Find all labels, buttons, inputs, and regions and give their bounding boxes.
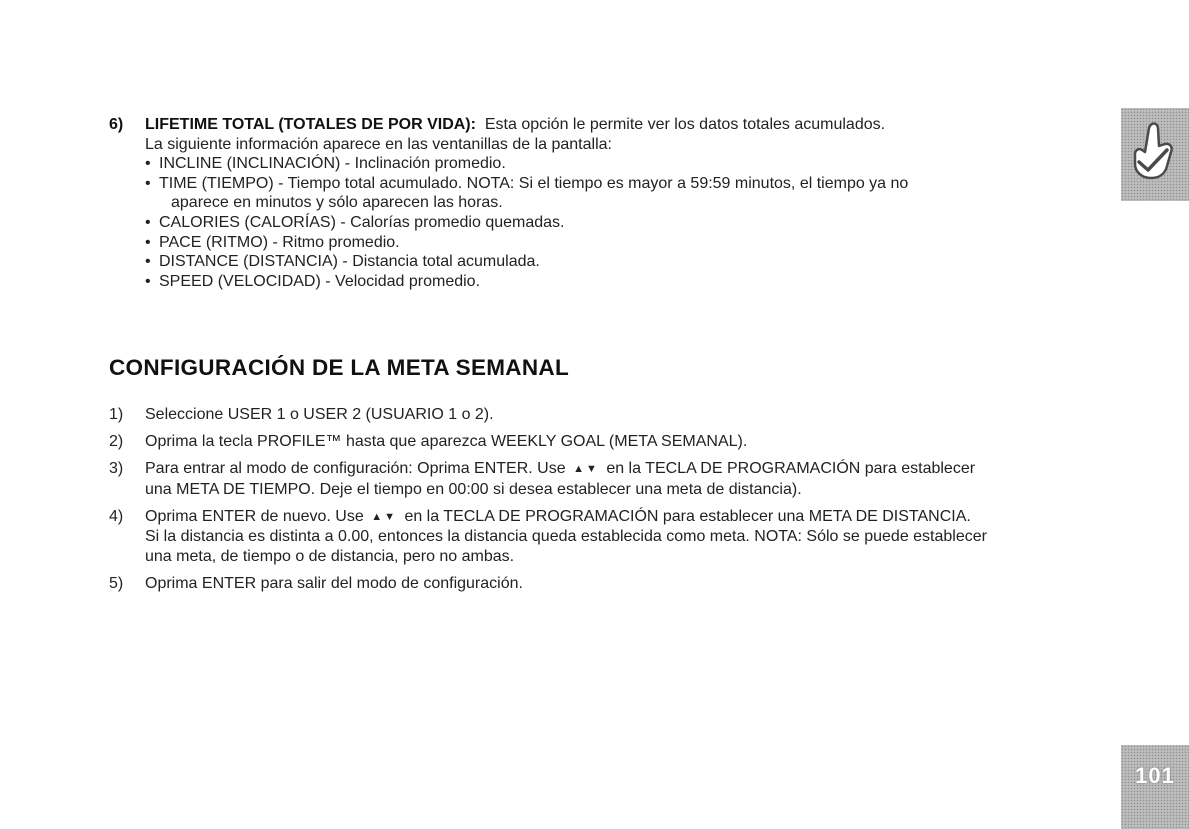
page-number-tab [1121, 745, 1189, 829]
weekly-goal-steps [109, 405, 989, 601]
lifetime-total-title: LIFETIME TOTAL (TOTALES DE POR VIDA): [145, 116, 476, 133]
list-item [145, 154, 989, 174]
step-item [109, 432, 989, 452]
pace-item: PACE (RITMO) - Ritmo promedio. [159, 233, 400, 251]
step-item [109, 507, 989, 567]
step-text-after: en la TECLA DE PROGRAMACIÓN para establecer una META DE DISTANCIA. Si la distancia es distinta a 0.00, entonces la distancia queda establecida como meta. NOTA: Sólo se puede establecer una meta, de tiempo o de distancia, pero no ambas. [145, 507, 987, 565]
incline-item: INCLINE (INCLINACIÓN) - Inclinación promedio. [159, 155, 506, 173]
lifetime-total-list [109, 154, 989, 291]
list-item [145, 272, 989, 292]
step-text: Oprima la tecla PROFILE™ hasta que aparezca WEEKLY GOAL (META SEMANAL). [145, 432, 748, 450]
speed-item: SPEED (VELOCIDAD) - Velocidad promedio. [159, 272, 481, 290]
up-down-arrow-icon: ▲▼ [371, 510, 397, 523]
step-text: Oprima ENTER para salir del modo de configuración. [145, 574, 523, 592]
lifetime-total-heading-line [109, 115, 989, 135]
step-number: 5) [109, 574, 124, 592]
step-text [145, 507, 989, 567]
section-number: 6) [109, 116, 124, 133]
step-text [145, 459, 989, 499]
page-number: 101 [1135, 763, 1175, 788]
calories-item: CALORIES (CALORÍAS) - Calorías promedio quemadas. [159, 213, 565, 231]
step-number: 1) [109, 406, 124, 423]
time-item: TIME (TIEMPO) - Tiempo total acumulado. NOTA: Si el tiempo es mayor a 59:59 minutos, el tiempo ya no [159, 174, 909, 192]
list-item [145, 233, 989, 253]
lifetime-total-lead: Esta opción le permite ver los datos totales acumulados. [484, 116, 886, 133]
step-item [109, 459, 989, 499]
list-item [145, 213, 989, 233]
time-item-continuation: aparece en minutos y sólo aparecen las horas. [171, 194, 503, 212]
step-number: 2) [109, 432, 124, 450]
step-item [109, 405, 989, 425]
up-down-arrow-icon: ▲▼ [573, 462, 599, 475]
section-tab [1121, 108, 1189, 201]
list-item [145, 174, 989, 213]
step-text: Seleccione USER 1 o USER 2 (USUARIO 1 o 2). [145, 406, 494, 423]
step-text-after: en la TECLA DE PROGRAMACIÓN para establecer una META DE TIEMPO. Deje el tiempo en 00:00 si desea establecer una meta de distancia). [145, 459, 976, 498]
weekly-goal-title: CONFIGURACIÓN DE LA META SEMANAL [109, 355, 569, 380]
step-text-before: Oprima ENTER de nuevo. Use [145, 507, 364, 525]
step-item [109, 574, 989, 594]
step-number: 3) [109, 459, 124, 477]
distance-item: DISTANCE (DISTANCIA) - Distancia total acumulada. [159, 253, 540, 271]
lifetime-total-section [109, 115, 989, 291]
hand-pointing-check-icon [1127, 120, 1183, 186]
step-text-before: Para entrar al modo de configuración: Oprima ENTER. Use [145, 459, 566, 477]
list-item [145, 252, 989, 272]
step-number: 4) [109, 507, 124, 525]
lifetime-total-intro: La siguiente información aparece en las ventanillas de la pantalla: [145, 135, 612, 153]
